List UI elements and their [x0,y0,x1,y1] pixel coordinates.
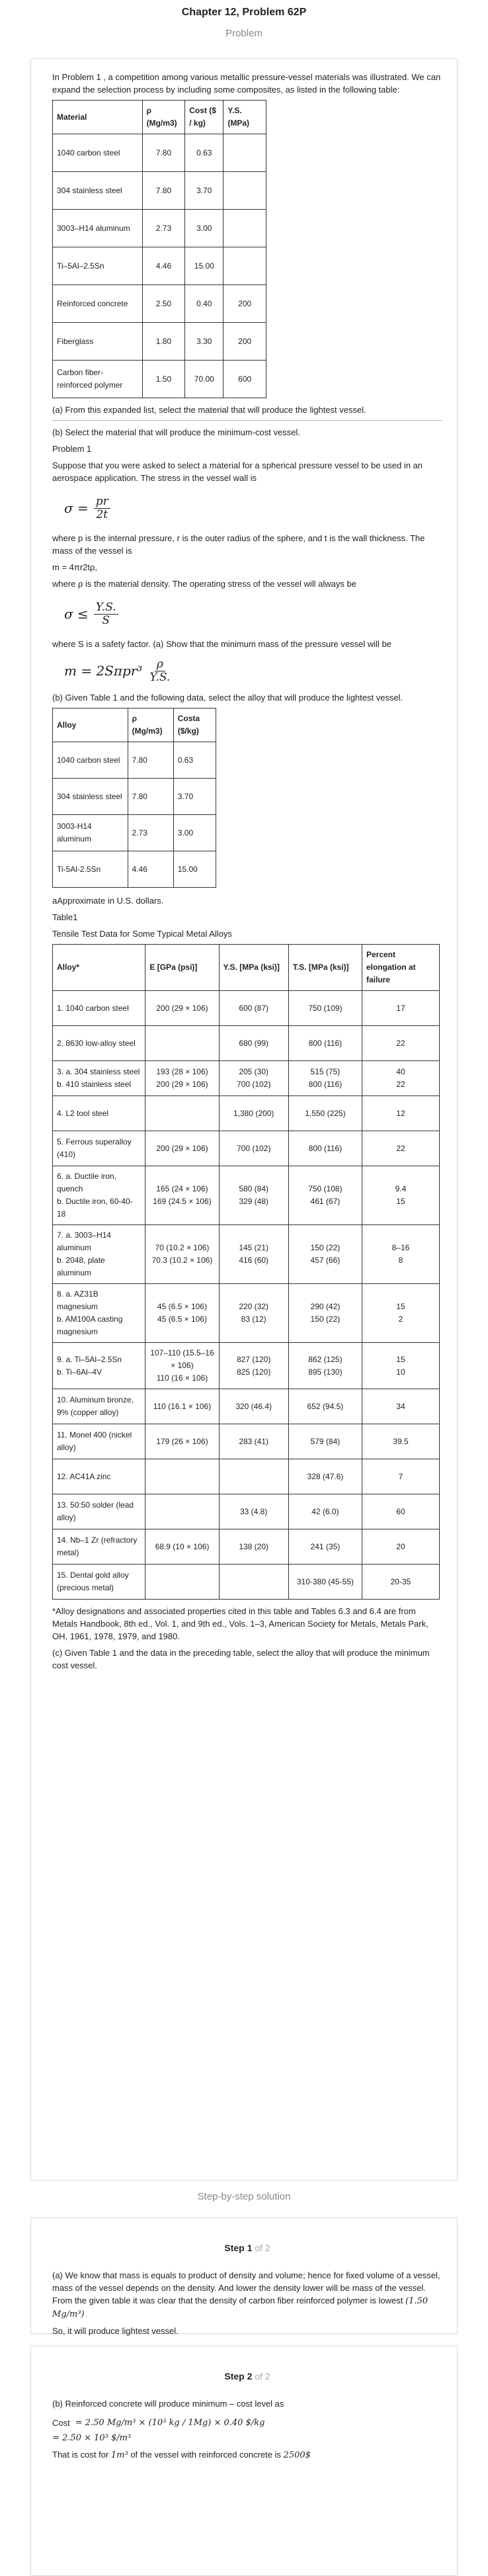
density-value: (1.50 Mg/m³) [52,2296,428,2319]
table-cell: 1.50 [142,361,185,398]
table-cell: 3.00 [185,210,224,247]
formula-lhs: σ = [64,499,89,516]
table-cell: 15 2 [362,1284,439,1343]
fraction [94,601,118,627]
table-caption: Tensile Test Data for Some Typical Metal Alloys [52,929,232,939]
step1-conclusion: So, it will produce lightest vessel. [52,2326,179,2336]
table-header-row [53,945,440,991]
table-cell: 22 [362,1131,439,1166]
table-row [53,1494,440,1529]
final-text: That is cost for [52,2450,109,2460]
table-row [53,1096,440,1131]
table-cell: 200 (29 × 106) [145,991,219,1026]
table-cell [219,1565,288,1600]
table-cell: Ti-5Al-2.5Sn [53,851,128,888]
formula-lhs: σ ≤ [64,605,89,622]
cost-label: Cost [52,2418,70,2428]
final-unit: 1m³ [110,2450,128,2460]
table-cell: 7. a. 3003–H14 aluminum b. 2048, plate aluminum [53,1225,145,1284]
table-cell: 200 [224,323,266,361]
table-cell: 7.80 [142,172,185,210]
table-cell: 10. Aluminum bronze, 9% (copper alloy) [53,1389,145,1424]
table-cell: 200 [224,285,266,323]
cost-expression: = 2.50 Mg/m³ × (10³ kg / 1Mg) × 0.40 $/kg [75,2418,265,2428]
table-cell: 1. 1040 carbon steel [53,991,145,1026]
materials-table [52,100,266,398]
table-cell: 12. AC41A zinc [53,1459,145,1494]
table-cell: 70.00 [185,361,224,398]
table-cell: 600 [224,361,266,398]
table-row [53,815,216,851]
table-cell: 7.80 [128,779,173,815]
step2-text: (b) Reinforced concrete will produce minimum – cost level as [52,2399,284,2409]
where1: where p is the internal pressure, r is the outer radius of the sphere, and t is the wall thickness. The mass of the vessel is [52,533,425,556]
column-header: Percent elongation at failure [362,945,439,991]
table-row [53,991,440,1026]
table-cell: 3.70 [173,779,216,815]
where3: where S is a safety factor. (a) Show that the minimum mass of the pressure vessel will be [52,639,391,649]
table-cell [224,172,266,210]
chapter-title: Chapter 12, Problem 62P [181,7,307,18]
operating-stress-formula [64,597,442,631]
where2: where ρ is the material density. The operating stress of the vessel will always be [52,579,356,589]
table-cell: 2.73 [142,210,185,247]
table-cell: 12 [362,1096,439,1131]
table-cell: 200 (29 × 106) [145,1131,219,1166]
problem1-label: Problem 1 [52,444,92,454]
final-value: 2500$ [283,2450,311,2460]
denominator: S [102,613,110,627]
table-row [53,323,266,361]
table-cell: 8. a. AZ31B magnesium b. AM100A casting magnesium [53,1284,145,1343]
table-cell: 600 (87) [219,991,288,1026]
table-cell: 8–16 8 [362,1225,439,1284]
table-cell: 33 (4.8) [219,1494,288,1529]
table-cell: 800 (116) [288,1026,362,1061]
table-cell: Reinforced concrete [53,285,143,323]
table-cell: 15.00 [173,851,216,888]
table-cell: 1040 carbon steel [53,742,128,779]
problem-card [30,58,458,2180]
table-cell: 2.50 [142,285,185,323]
step-total: of 2 [255,2243,270,2253]
table-cell: 1,550 (225) [288,1096,362,1131]
intro-text: In Problem 1 , a competition among various metallic pressure-vessel materials was illustrated. We can expand the selection process by including some composites, as listed in the following table: [52,72,441,95]
table-cell: 241 (35) [288,1529,362,1565]
table-row [53,1061,440,1096]
table-row [53,172,266,210]
table-cell [145,1459,219,1494]
problem-label: Problem [225,28,263,39]
table-cell: 40 22 [362,1061,439,1096]
column-header: ρ (Mg/m3) [142,101,185,134]
table-cell: 6. a. Ductile iron, quench b. Ductile iron, 60-40-18 [53,1166,145,1225]
table-cell: 4. L2 tool steel [53,1096,145,1131]
table-cell: 3.30 [185,323,224,361]
table-cell: 45 (6.5 × 106) 45 (6.5 × 106) [145,1284,219,1343]
step2-card [30,2346,458,2576]
step1-body: (a) We know that mass is equals to product of density and volume; hence for fixed volume of a vessel, mass of the vessel depends on the density. And lower the density lower will be mass of the vessel. From the given table it was clear that the density of carbon fiber reinforced polymer is lowest [52,2270,440,2305]
column-header: Y.S. [MPa (ksi)] [219,945,288,991]
table-row [53,1225,440,1284]
table-cell: 60 [362,1494,439,1529]
table-cell: 7.80 [142,134,185,172]
table-cell: 15 10 [362,1343,439,1389]
table-row [53,247,266,285]
table-cell: 9.4 15 [362,1166,439,1225]
table-cell: 515 (75) 800 (116) [288,1061,362,1096]
table-row [53,779,216,815]
table-cell: 3. a. 304 stainless steel b. 410 stainless steel [53,1061,145,1096]
table-cell: 328 (47.6) [288,1459,362,1494]
part-b2: (b) Given Table 1 and the following data, select the alloy that will produce the lightest vessel. [52,693,403,703]
table-cell: 652 (94.5) [288,1389,362,1424]
min-mass-formula [64,657,442,685]
table-cell: 1.80 [142,323,185,361]
table-row [53,210,266,247]
table-row [53,1529,440,1565]
table-cell: 110 (16.1 × 106) [145,1389,219,1424]
table-header-row [53,101,266,134]
table-cell: 680 (99) [219,1026,288,1061]
part-c: (c) Given Table 1 and the data in the preceding table, select the alloy that will produce the minimum cost vessel. [52,1648,430,1670]
table-cell: 5. Ferrous superalloy (410) [53,1131,145,1166]
table-row [53,1026,440,1061]
table-row [53,1343,440,1389]
table-cell [224,134,266,172]
footnote: *Alloy designations and associated properties cited in this table and Tables 6.3 and 6.4 are from Metals Handbook, 8th ed., Vol. 1, and 9th ed., Vols. 1–3, American Society for Metals, Metals Park, OH, 1961, 1978, 1979, and 1980. [52,1606,428,1641]
table-header-row [53,708,216,742]
table-cell: 290 (42) 150 (22) [288,1284,362,1343]
table-cell: 7 [362,1459,439,1494]
table-cell: 1,380 (200) [219,1096,288,1131]
table-cell: Fiberglass [53,323,143,361]
table-cell: 165 (24 × 106) 169 (24.5 × 106) [145,1166,219,1225]
table-cell: 580 (84) 329 (48) [219,1166,288,1225]
fraction [94,495,110,521]
denominator: Y.S. [149,670,171,684]
column-header: Costa ($/kg) [173,708,216,742]
column-header: E [GPa (psi)] [145,945,219,991]
stress-formula [64,491,442,525]
table-cell [224,210,266,247]
column-header: Y.S. (MPa) [224,101,266,134]
table-cell: 0.40 [185,285,224,323]
table-row [53,1166,440,1225]
column-header: ρ (Mg/m3) [128,708,173,742]
table-cell: 15.00 [185,247,224,285]
mass-equation: m = 4πr2tρ, [52,562,98,572]
table-cell: 138 (20) [219,1529,288,1565]
table-cell: Ti–5Al–2.5Sn [53,247,143,285]
step1-card [30,2217,458,2334]
table-row [53,285,266,323]
table-cell: 17 [362,991,439,1026]
part-b: (b) Select the material that will produce the minimum-cost vessel. [52,427,300,437]
table-cell: 20-35 [362,1565,439,1600]
table-row [53,1459,440,1494]
table-cell: 4.46 [142,247,185,285]
table-cell: 2. 8630 low-alloy steel [53,1026,145,1061]
table-cell: 13. 50:50 solder (lead alloy) [53,1494,145,1529]
table-cell: 220 (32) 83 (12) [219,1284,288,1343]
column-header: Cost ($ / kg) [185,101,224,134]
column-header: Material [53,101,143,134]
fraction [147,658,172,684]
table-cell: Carbon fiber-reinforced polymer [53,361,143,398]
problem1-text: Suppose that you were asked to select a material for a spherical pressure vessel to be used in an aerospace application. The stress in the vessel wall is [52,460,423,483]
table-cell: 4.46 [128,851,173,888]
table-cell: 3003–H14 aluminum [53,210,143,247]
table-cell: 310-380 (45-55) [288,1565,362,1600]
table-cell: 107–110 (15.5–16 × 106) 110 (16 × 106) [145,1343,219,1389]
table-row [53,742,216,779]
table-cell [145,1494,219,1529]
table-cell: 34 [362,1389,439,1424]
table-cell: 193 (28 × 106) 200 (29 × 106) [145,1061,219,1096]
step-total: of 2 [255,2371,270,2382]
table-cell: 14. Nb–1 Zr (refractory metal) [53,1529,145,1565]
divider [52,420,442,421]
step-label: Step 1 [224,2243,253,2253]
table-label: Table1 [52,912,78,922]
table-row [53,851,216,888]
table-cell: 42 (6.0) [288,1494,362,1529]
numerator: ρ [155,658,165,671]
table-cell: 700 (102) [219,1131,288,1166]
denominator: 2t [96,507,108,521]
table-cell: 750 (109) [288,991,362,1026]
table-cell: 3003-H14 aluminum [53,815,128,851]
table-cell: 20 [362,1529,439,1565]
part-a: (a) From this expanded list, select the material that will produce the lightest vessel. [52,405,366,415]
table-cell [145,1026,219,1061]
cost-calc [52,2417,442,2429]
approx-note: aApproximate in U.S. dollars. [52,896,164,906]
table-cell: 9. a. Ti–5Al–2.5Sn b. Ti–6Al–4V [53,1343,145,1389]
table-row [53,1131,440,1166]
table-cell: 800 (116) [288,1131,362,1166]
tensile-data-table [52,944,440,1600]
table-cell: 3.70 [185,172,224,210]
step1-header [52,2242,442,2254]
table-row [53,1284,440,1343]
table-cell: 862 (125) 895 (130) [288,1343,362,1389]
table-cell [145,1096,219,1131]
table-row [53,1389,440,1424]
table-cell: 579 (84) [288,1424,362,1459]
table-cell: 304 stainless steel [53,172,143,210]
table-cell: 3.00 [173,815,216,851]
table-cell: 70 (10.2 × 106) 70.3 (10.2 × 106) [145,1225,219,1284]
table-cell: 145 (21) 416 (60) [219,1225,288,1284]
alloy-cost-table [52,708,216,888]
table-cell: 22 [362,1026,439,1061]
table-row [53,1424,440,1459]
step2-header [52,2370,442,2383]
table-cell [224,247,266,285]
table-cell: 11. Monel 400 (nickel alloy) [53,1424,145,1459]
column-header: T.S. [MPa (ksi)] [288,945,362,991]
column-header: Alloy [53,708,128,742]
table-cell: 15. Dental gold alloy (precious metal) [53,1565,145,1600]
table-cell: 205 (30) 700 (102) [219,1061,288,1096]
numerator: pr [94,495,110,509]
table-cell: 827 (120) 825 (120) [219,1343,288,1389]
table-cell [145,1565,219,1600]
table-cell: 2.73 [128,815,173,851]
table-cell: 750 (108) 461 (67) [288,1166,362,1225]
table-cell: 304 stainless steel [53,779,128,815]
table-row [53,134,266,172]
table-row [53,1565,440,1600]
table-row [53,361,266,398]
table-cell: 0.63 [185,134,224,172]
solution-title: Step-by-step solution [197,2191,291,2202]
table-cell: 179 (26 × 106) [145,1424,219,1459]
formula-lhs: m = 2Sπpr³ [64,662,143,679]
table-cell: 0.63 [173,742,216,779]
step-label: Step 2 [224,2371,253,2382]
table-cell: 1040 carbon steel [53,134,143,172]
cost-result: = 2.50 × 10³ $/m³ [52,2433,132,2443]
table-cell: 7.80 [128,742,173,779]
table-cell: 68.9 (10 × 106) [145,1529,219,1565]
step1-text [52,2269,442,2321]
column-header: Alloy* [53,945,145,991]
table-cell: 320 (46.4) [219,1389,288,1424]
numerator: Y.S. [94,601,118,615]
table-cell: 283 (41) [219,1424,288,1459]
final-mid: of the vessel with reinforced concrete is [130,2450,281,2460]
step2-final [52,2448,442,2462]
table-cell: 150 (22) 457 (66) [288,1225,362,1284]
table-cell: 39.5 [362,1424,439,1459]
table-cell [219,1459,288,1494]
